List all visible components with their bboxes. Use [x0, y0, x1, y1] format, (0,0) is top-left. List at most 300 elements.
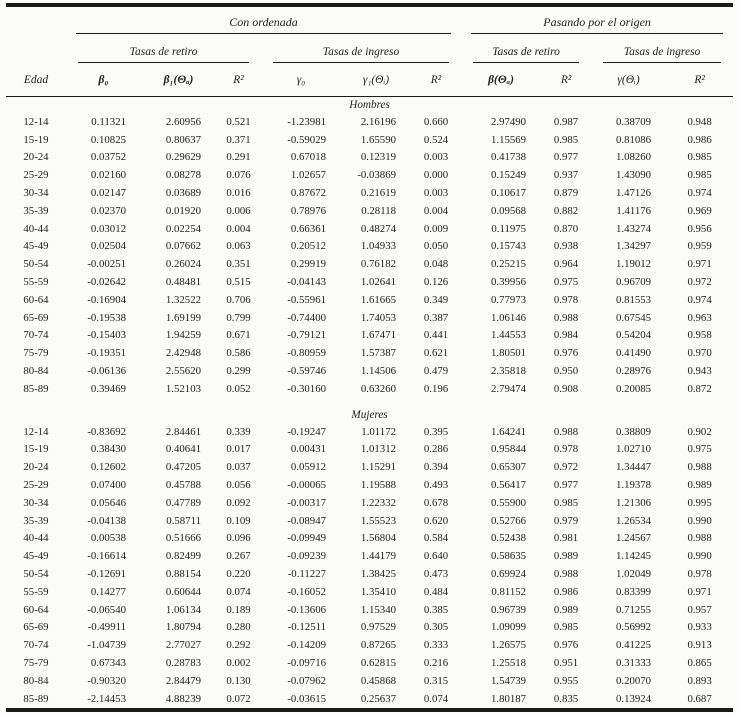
cell-value: 0.28118 [361, 204, 396, 217]
col-header-edad: Edad [6, 63, 66, 97]
cell-value: 0.865 [687, 657, 712, 669]
cell-value: 0.15743 [490, 240, 527, 253]
cell-value: 0.96739 [490, 603, 527, 616]
cell-value: 0.976 [553, 639, 579, 652]
cell-value: 0.000 [423, 169, 449, 182]
cell-value: 0.988 [687, 532, 712, 545]
cell-value: 0.14277 [90, 585, 126, 598]
cell-value: 0.02254 [165, 222, 201, 235]
cell-value: 0.371 [226, 133, 251, 146]
spacer-cell [6, 398, 733, 407]
cell-edad: 35-39 [23, 514, 49, 527]
cell-value: 0.948 [687, 115, 712, 128]
cell-value: 0.995 [687, 496, 712, 509]
cell-value: 0.20070 [615, 674, 652, 687]
table-row [6, 636, 733, 654]
cell-value: 0.11321 [91, 115, 126, 128]
cell-value: -0.13606 [287, 603, 326, 616]
cell-value: 0.02160 [90, 169, 126, 182]
cell-value: 1.15340 [360, 603, 396, 616]
cell-value: 4.88239 [165, 692, 201, 705]
table-row [6, 327, 733, 345]
cell-value: 1.08260 [615, 151, 652, 164]
cell-value: -0.16614 [87, 550, 126, 563]
table-row [6, 672, 733, 690]
cell-value: 0.76182 [360, 258, 396, 271]
table-row [6, 530, 733, 548]
cell-value: 0.80637 [165, 133, 201, 146]
cell-value: 1.25518 [490, 657, 527, 669]
cell-value: 0.003 [423, 187, 449, 200]
cell-value: 0.305 [423, 621, 449, 634]
cell-value: -0.59746 [287, 365, 326, 378]
cell-value: 0.20085 [615, 382, 652, 395]
table-row [6, 494, 733, 512]
cell-value: 0.12602 [90, 461, 126, 474]
cell-value: -0.12511 [287, 621, 326, 634]
cell-value: 0.074 [226, 585, 251, 598]
table-row [6, 166, 733, 184]
cell-value: -0.80959 [287, 347, 326, 360]
cell-value: 0.584 [423, 532, 449, 545]
cell-value: 0.292 [226, 639, 251, 652]
cell-edad: 12-14 [23, 425, 49, 438]
cell-value: 2.84461 [165, 425, 201, 438]
cell-value: -0.19247 [287, 425, 326, 438]
cell-edad: 85-89 [23, 382, 49, 395]
cell-value: 0.88154 [165, 568, 201, 581]
section-label: Mujeres [351, 408, 388, 421]
cell-value: 0.975 [553, 276, 579, 289]
cell-value: -1.04739 [87, 639, 126, 652]
table-row [6, 601, 733, 619]
cell-value: 0.333 [423, 639, 449, 652]
group-tasas-retiro-label: Tasas de retiro [473, 46, 579, 63]
cell-value: 0.096 [226, 532, 251, 545]
cell-value: 0.02504 [90, 240, 126, 253]
cell-edad: 85-89 [23, 692, 49, 705]
cell-value: 0.072 [226, 692, 251, 705]
cell-value: 0.620 [423, 514, 449, 527]
cell-value: 0.908 [553, 382, 579, 395]
cell-edad: 65-69 [23, 311, 49, 324]
col-header-beta0: β₀ [66, 63, 141, 97]
cell-value: 0.09568 [490, 204, 527, 217]
cell-value: 1.15291 [360, 461, 396, 474]
cell-value: 0.989 [687, 479, 712, 492]
cell-value: 0.479 [423, 365, 449, 378]
cell-value: 2.60956 [165, 115, 201, 128]
cell-edad: 70-74 [23, 329, 49, 342]
cell-value: 1.06146 [490, 311, 527, 324]
cell-value: 0.063 [226, 240, 251, 253]
cell-value: 0.938 [553, 240, 579, 253]
cell-edad: 45-49 [23, 550, 49, 563]
cell-value: 0.799 [226, 311, 251, 324]
cell-value: 0.990 [687, 550, 712, 563]
cell-value: 0.515 [226, 276, 251, 289]
cell-edad: 15-19 [23, 443, 49, 456]
cell-value: 0.28783 [165, 657, 201, 669]
cell-value: 1.02710 [615, 443, 652, 456]
cell-value: 0.016 [226, 187, 251, 200]
cell-value: -0.12691 [87, 568, 126, 581]
cell-value: 0.989 [553, 550, 579, 563]
col-header-r2: R² [216, 63, 261, 97]
cell-value: 0.00431 [290, 443, 326, 456]
cell-value: 0.395 [423, 425, 449, 438]
table-row [6, 220, 733, 238]
cell-value: -0.90320 [87, 674, 126, 687]
table-row [6, 131, 733, 149]
group-tasas-retiro-ordenada [66, 34, 261, 63]
cell-value: 0.981 [553, 532, 579, 545]
cell-value: 0.00538 [90, 532, 126, 545]
cell-edad: 55-59 [23, 585, 49, 598]
cell-value: -0.09716 [287, 657, 326, 669]
col-header-gamma-theta-i: γ(Θᵢ) [591, 63, 666, 97]
table-row [6, 291, 733, 309]
cell-value: 0.349 [423, 293, 449, 306]
cell-value: 2.35818 [490, 365, 527, 378]
cell-value: 0.394 [423, 461, 449, 474]
cell-value: 0.978 [553, 293, 579, 306]
table-row [6, 619, 733, 637]
table-row [6, 255, 733, 273]
cell-value: 0.77973 [490, 293, 527, 306]
cell-value: 0.28976 [615, 365, 652, 378]
table-row [6, 113, 733, 131]
cell-value: 2.79474 [490, 382, 527, 395]
spanner-row [6, 5, 733, 34]
cell-value: 0.126 [423, 276, 449, 289]
cell-value: 0.81086 [615, 133, 652, 146]
cell-value: 0.969 [687, 204, 712, 217]
cell-value: 0.870 [553, 222, 579, 235]
cell-value: 1.52103 [165, 382, 201, 395]
cell-value: 0.29919 [290, 258, 326, 271]
cell-edad: 30-34 [23, 187, 49, 200]
cell-value: -0.07962 [287, 674, 326, 687]
col-header-r2: R² [666, 63, 733, 97]
spanner-con-ordenada [66, 5, 461, 34]
cell-value: 0.55900 [490, 496, 527, 509]
cell-value: 0.95844 [490, 443, 527, 456]
cell-value: 1.06134 [165, 603, 201, 616]
cell-value: 1.80501 [490, 347, 527, 360]
table-row [6, 344, 733, 362]
cell-value: 0.076 [226, 169, 251, 182]
table-row [6, 547, 733, 565]
cell-value: 0.03752 [90, 151, 126, 164]
cell-value: 0.913 [687, 639, 712, 652]
cell-value: 1.02641 [360, 276, 396, 289]
cell-value: 0.977 [553, 151, 579, 164]
cell-value: 2.97490 [490, 115, 527, 128]
cell-edad: 80-84 [23, 674, 49, 687]
spanner-pasando-origen [461, 5, 733, 34]
cell-value: 0.524 [423, 133, 449, 146]
cell-value: -0.30160 [287, 382, 326, 395]
cell-value: 0.38809 [615, 425, 652, 438]
cell-value: 1.19378 [615, 479, 652, 492]
cell-value: -0.16904 [87, 293, 126, 306]
cell-value: 0.872 [687, 382, 712, 395]
section-label: Hombres [349, 99, 390, 111]
cell-value: 0.984 [553, 329, 579, 342]
cell-value: 0.987 [553, 115, 579, 128]
cell-value: 1.14506 [360, 365, 396, 378]
table-row [6, 238, 733, 256]
cell-value: 0.69924 [490, 568, 527, 581]
cell-value: 0.47789 [165, 496, 201, 509]
cell-value: 0.484 [423, 585, 449, 598]
cell-value: 0.056 [226, 479, 251, 492]
cell-value: 0.96709 [615, 276, 652, 289]
cell-value: 0.441 [423, 329, 449, 342]
cell-value: -0.00251 [87, 258, 126, 271]
cell-value: 1.26534 [615, 514, 652, 527]
cell-value: 0.706 [226, 293, 251, 306]
cell-value: 0.07662 [165, 240, 201, 253]
cell-value: 0.879 [553, 187, 579, 200]
cell-value: 0.39956 [490, 276, 527, 289]
cell-value: -0.16052 [287, 585, 326, 598]
cell-value: 1.74053 [360, 311, 396, 324]
cell-value: 0.109 [226, 514, 251, 527]
cell-value: 1.61665 [360, 293, 396, 306]
cell-value: 0.38709 [615, 115, 652, 128]
cell-value: 2.84479 [165, 674, 201, 687]
cell-value: 1.67471 [360, 329, 396, 342]
column-header-row [6, 63, 733, 97]
cell-value: 0.006 [226, 204, 251, 217]
cell-value: 0.985 [553, 496, 579, 509]
cell-value: 0.882 [553, 204, 579, 217]
cell-value: 0.02147 [90, 187, 126, 200]
cell-value: -0.03615 [287, 692, 326, 705]
cell-value: 1.35410 [360, 585, 396, 598]
cell-value: 1.14245 [615, 550, 652, 563]
cell-value: 0.964 [553, 258, 579, 271]
cell-value: 0.81152 [491, 585, 527, 598]
cell-value: 1.01312 [360, 443, 396, 456]
table-row [6, 441, 733, 459]
cell-value: -0.19351 [87, 347, 126, 360]
cell-value: 0.60644 [165, 585, 201, 598]
table-row [6, 458, 733, 476]
cell-value: 1.44179 [360, 550, 396, 563]
cell-value: 0.220 [226, 568, 251, 581]
cell-edad: 45-49 [23, 240, 49, 253]
table-row [6, 583, 733, 601]
table-row [6, 423, 733, 441]
cell-edad: 75-79 [23, 347, 49, 360]
cell-value: 0.05912 [290, 461, 326, 474]
cell-value: 1.54739 [490, 674, 527, 687]
cell-value: 0.985 [553, 621, 579, 634]
group-tasas-ingreso-origen [591, 34, 733, 63]
cell-value: 0.955 [553, 674, 579, 687]
cell-value: 0.11975 [491, 222, 527, 235]
cell-value: 0.58635 [490, 550, 527, 563]
table-row [6, 149, 733, 167]
cell-value: 0.54204 [615, 329, 652, 342]
cell-value: -2.14453 [87, 692, 126, 705]
cell-value: 0.385 [423, 603, 449, 616]
cell-value: 0.10617 [490, 187, 527, 200]
regression-results-table [6, 3, 733, 712]
cell-value: 0.63260 [360, 382, 396, 395]
cell-value: 0.975 [687, 443, 712, 456]
cell-value: 0.003 [423, 151, 449, 164]
cell-value: 0.351 [226, 258, 251, 271]
cell-value: 0.299 [226, 365, 251, 378]
cell-value: 0.52438 [490, 532, 527, 545]
col-header-r2: R² [541, 63, 591, 97]
cell-value: 0.56417 [490, 479, 527, 492]
table-row [6, 380, 733, 398]
cell-value: 0.979 [553, 514, 579, 527]
cell-value: 0.67545 [615, 311, 652, 324]
cell-value: 0.004 [423, 204, 449, 217]
cell-value: 1.01172 [361, 425, 396, 438]
cell-value: 0.986 [687, 133, 712, 146]
cell-value: 1.41176 [616, 204, 652, 217]
table-row [6, 565, 733, 583]
cell-value: 0.07400 [90, 479, 126, 492]
group-tasas-ingreso-label: Tasas de ingreso [273, 46, 449, 63]
cell-value: 0.976 [553, 347, 579, 360]
cell-value: 1.19012 [615, 258, 652, 271]
cell-value: 0.971 [687, 585, 712, 598]
col-header-gamma0: γ₀ [261, 63, 341, 97]
cell-value: -0.09239 [287, 550, 326, 563]
cell-value: -0.02642 [87, 276, 126, 289]
cell-value: 0.937 [553, 169, 579, 182]
cell-value: 0.52766 [490, 514, 527, 527]
cell-value: 0.985 [687, 151, 712, 164]
cell-value: 0.974 [687, 293, 712, 306]
cell-value: 0.31333 [615, 657, 652, 669]
cell-value: 0.216 [423, 657, 449, 669]
cell-value: 0.196 [423, 382, 449, 395]
cell-value: 0.286 [423, 443, 449, 456]
cell-edad: 40-44 [23, 532, 49, 545]
cell-value: -0.00065 [287, 479, 326, 492]
cell-value: 2.55620 [165, 365, 201, 378]
cell-value: 0.66361 [290, 222, 326, 235]
cell-value: 0.988 [687, 461, 712, 474]
spanner-spacer [6, 5, 66, 34]
cell-value: 0.037 [226, 461, 251, 474]
cell-value: 0.893 [687, 674, 712, 687]
col-header-r2: R² [411, 63, 461, 97]
cell-value: 0.963 [687, 311, 712, 324]
cell-value: 0.280 [226, 621, 251, 634]
cell-value: 0.978 [553, 443, 579, 456]
cell-value: 0.03012 [90, 222, 126, 235]
cell-value: 0.82499 [165, 550, 201, 563]
cell-value: 1.55523 [360, 514, 396, 527]
cell-value: 0.41490 [615, 347, 652, 360]
cell-value: -0.04143 [287, 276, 326, 289]
group-tasas-retiro-label: Tasas de retiro [78, 46, 249, 63]
cell-value: 0.78976 [290, 204, 326, 217]
cell-value: 0.189 [226, 603, 251, 616]
cell-value: 0.62815 [360, 657, 396, 669]
cell-edad: 60-64 [23, 603, 49, 616]
cell-value: 0.985 [687, 169, 712, 182]
cell-value: 0.83399 [615, 585, 652, 598]
cell-value: 0.48481 [165, 276, 201, 289]
cell-value: 0.01920 [165, 204, 201, 217]
group-row [6, 34, 733, 63]
cell-value: 0.39469 [90, 382, 126, 395]
cell-value: 0.002 [226, 657, 251, 669]
col-header-beta-theta-a: β(Θₐ) [461, 63, 541, 97]
cell-value: 1.64241 [490, 425, 527, 438]
cell-value: 0.972 [553, 461, 579, 474]
cell-value: 0.10825 [90, 133, 126, 146]
cell-value: 0.29629 [165, 151, 201, 164]
cell-value: 1.09099 [490, 621, 527, 634]
cell-value: -0.09949 [287, 532, 326, 545]
group-tasas-ingreso-ordenada [261, 34, 461, 63]
cell-value: 0.71255 [615, 603, 652, 616]
cell-edad: 70-74 [23, 639, 49, 652]
cell-value: -0.06540 [87, 603, 126, 616]
cell-value: -0.06136 [87, 365, 126, 378]
section-label-row [6, 407, 733, 423]
cell-value: 0.45868 [360, 674, 396, 687]
cell-value: 0.13924 [615, 692, 652, 705]
cell-edad: 25-29 [23, 169, 49, 182]
cell-value: -0.15403 [87, 329, 126, 342]
cell-value: 0.970 [687, 347, 712, 360]
cell-value: 0.957 [687, 603, 712, 616]
spanner-pasando-origen-label: Pasando por el origen [471, 15, 723, 34]
cell-value: 0.67343 [90, 657, 126, 669]
cell-value: 0.48274 [360, 222, 396, 235]
cell-value: 0.990 [687, 514, 712, 527]
cell-value: 0.47205 [165, 461, 201, 474]
spanner-con-ordenada-label: Con ordenada [76, 15, 451, 34]
cell-value: 0.130 [226, 674, 251, 687]
cell-edad: 55-59 [23, 276, 49, 289]
cell-value: 0.41738 [490, 151, 527, 164]
cell-value: -0.55961 [287, 293, 326, 306]
cell-value: 0.65307 [490, 461, 527, 474]
cell-value: 0.974 [687, 187, 712, 200]
cell-value: 0.521 [226, 115, 251, 128]
cell-edad: 20-24 [23, 461, 49, 474]
table-row [6, 512, 733, 530]
cell-value: 1.65590 [360, 133, 396, 146]
cell-value: 1.44553 [490, 329, 527, 342]
cell-value: 0.950 [553, 365, 579, 378]
cell-value: 1.34447 [615, 461, 652, 474]
cell-value: -0.49911 [87, 621, 126, 634]
cell-value: 0.12319 [360, 151, 396, 164]
cell-value: 0.660 [423, 115, 449, 128]
cell-value: 0.40641 [165, 443, 201, 456]
cell-value: -0.03869 [357, 169, 396, 182]
cell-value: 0.977 [553, 479, 579, 492]
cell-value: 0.687 [687, 692, 712, 705]
cell-value: 1.56804 [360, 532, 396, 545]
cell-value: 1.80794 [165, 621, 201, 634]
